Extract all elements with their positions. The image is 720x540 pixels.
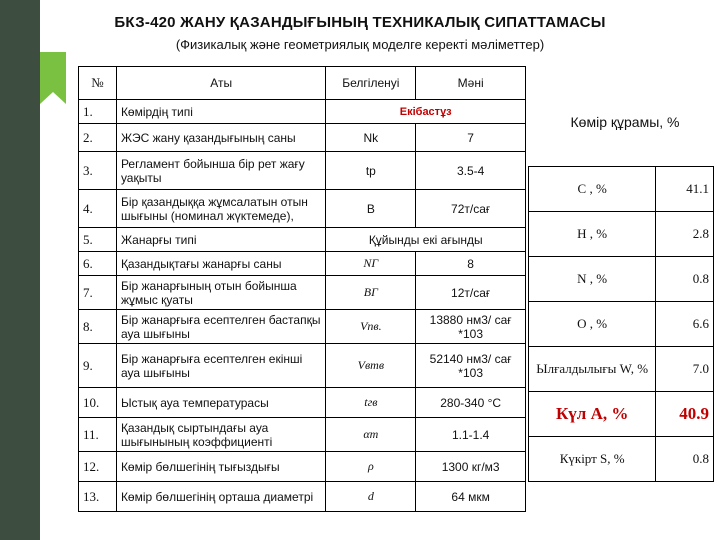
page-subtitle: (Физикалық және геометриялық моделге керекті мәліметтер) bbox=[175, 37, 545, 52]
ash-label: Күл A, % bbox=[529, 392, 656, 437]
table-row bbox=[529, 257, 714, 302]
composition-label: C , % bbox=[529, 167, 656, 212]
row-symbol: tгв bbox=[326, 388, 416, 418]
row-number: 13. bbox=[79, 482, 117, 512]
header-number: № bbox=[79, 67, 117, 100]
composition-value: 2.8 bbox=[656, 212, 714, 257]
row-symbol: Vвтв bbox=[326, 344, 416, 388]
row-number: 11. bbox=[79, 418, 117, 452]
table-row bbox=[79, 190, 526, 228]
row-name: Бір қазандыққа жұмсалатын отын шығыны (номинал жүктемеде), bbox=[116, 190, 325, 228]
row-name: Регламент бойынша бір рет жағу уақыты bbox=[116, 152, 325, 190]
row-name: Қазандық сыртындағы ауа шығынының коэффициенті bbox=[116, 418, 325, 452]
row-name: Көмірдің типі bbox=[116, 100, 325, 124]
row-value: 1300 кг/м3 bbox=[416, 452, 526, 482]
row-value: 8 bbox=[416, 252, 526, 276]
row-name: Ыстық ауа температурасы bbox=[116, 388, 325, 418]
row-value: 13880 нм3/ сағ *103 bbox=[416, 310, 526, 344]
specs-table bbox=[78, 66, 526, 512]
table-row bbox=[79, 344, 526, 388]
table-row bbox=[529, 167, 714, 212]
row-value: 12т/сағ bbox=[416, 276, 526, 310]
row-name: Қазандықтағы жанарғы саны bbox=[116, 252, 325, 276]
row-name: Бір жанарғыға есептелген екінші ауа шығыны bbox=[116, 344, 325, 388]
row-name: Көмір бөлшегінің орташа диаметрі bbox=[116, 482, 325, 512]
row-value: 1.1-1.4 bbox=[416, 418, 526, 452]
row-symbol: NГ bbox=[326, 252, 416, 276]
row-name: Жанарғы типі bbox=[116, 228, 325, 252]
row-number: 8. bbox=[79, 310, 117, 344]
header-name: Аты bbox=[116, 67, 325, 100]
composition-label: Күкірт S, % bbox=[529, 437, 656, 482]
row-number: 9. bbox=[79, 344, 117, 388]
page-title: БКЗ-420 ЖАНУ ҚАЗАНДЫҒЫНЫҢ ТЕХНИКАЛЫҚ СИПАТТАМАСЫ bbox=[114, 14, 606, 31]
table-row bbox=[529, 212, 714, 257]
row-name: Бір жанарғыға есептелген бастапқы ауа шығыны bbox=[116, 310, 325, 344]
row-value: 3.5-4 bbox=[416, 152, 526, 190]
row-value: 280-340 °С bbox=[416, 388, 526, 418]
row-value: Құйынды екі ағынды bbox=[326, 228, 526, 252]
coal-type-value: Екібастұз bbox=[326, 100, 526, 124]
composition-value: 0.8 bbox=[656, 437, 714, 482]
table-row bbox=[529, 392, 714, 437]
row-number: 12. bbox=[79, 452, 117, 482]
composition-label: H , % bbox=[529, 212, 656, 257]
row-symbol: ρ bbox=[326, 452, 416, 482]
left-sidebar-band bbox=[0, 0, 40, 540]
table-row bbox=[79, 310, 526, 344]
composition-title: Көмір құрамы, % bbox=[570, 114, 680, 130]
header-value: Мәні bbox=[416, 67, 526, 100]
row-symbol: Vпв. bbox=[326, 310, 416, 344]
table-row bbox=[529, 302, 714, 347]
row-number: 7. bbox=[79, 276, 117, 310]
composition-table bbox=[528, 166, 714, 482]
composition-label: O , % bbox=[529, 302, 656, 347]
bookmark-icon bbox=[40, 52, 66, 92]
row-number: 6. bbox=[79, 252, 117, 276]
row-number: 4. bbox=[79, 190, 117, 228]
table-row bbox=[529, 437, 714, 482]
table-row bbox=[79, 482, 526, 512]
row-value: 72т/сағ bbox=[416, 190, 526, 228]
row-symbol: d bbox=[326, 482, 416, 512]
table-row bbox=[79, 452, 526, 482]
table-row bbox=[79, 388, 526, 418]
header-symbol: Белгіленуі bbox=[326, 67, 416, 100]
row-symbol: B bbox=[326, 190, 416, 228]
composition-label: Ылғалдылығы W, % bbox=[529, 347, 656, 392]
composition-label: N , % bbox=[529, 257, 656, 302]
table-row bbox=[79, 276, 526, 310]
row-symbol: tp bbox=[326, 152, 416, 190]
row-name: Бір жанарғының отын бойынша жұмыс қуаты bbox=[116, 276, 325, 310]
table-row bbox=[79, 152, 526, 190]
table-row bbox=[79, 252, 526, 276]
ash-value: 40.9 bbox=[656, 392, 714, 437]
composition-value: 7.0 bbox=[656, 347, 714, 392]
row-value: 7 bbox=[416, 124, 526, 152]
table-row bbox=[79, 124, 526, 152]
row-symbol: αт bbox=[326, 418, 416, 452]
row-value: 52140 нм3/ сағ *103 bbox=[416, 344, 526, 388]
row-symbol: Nk bbox=[326, 124, 416, 152]
row-name: ЖЭС жану қазандығының саны bbox=[116, 124, 325, 152]
row-number: 1. bbox=[79, 100, 117, 124]
row-number: 5. bbox=[79, 228, 117, 252]
row-number: 2. bbox=[79, 124, 117, 152]
row-name: Көмір бөлшегінің тығыздығы bbox=[116, 452, 325, 482]
table-row bbox=[529, 347, 714, 392]
row-symbol: BГ bbox=[326, 276, 416, 310]
row-number: 10. bbox=[79, 388, 117, 418]
composition-value: 0.8 bbox=[656, 257, 714, 302]
table-row bbox=[79, 100, 526, 124]
table-row bbox=[79, 418, 526, 452]
composition-value: 6.6 bbox=[656, 302, 714, 347]
composition-value: 41.1 bbox=[656, 167, 714, 212]
row-number: 3. bbox=[79, 152, 117, 190]
row-value: 64 мкм bbox=[416, 482, 526, 512]
table-row bbox=[79, 228, 526, 252]
